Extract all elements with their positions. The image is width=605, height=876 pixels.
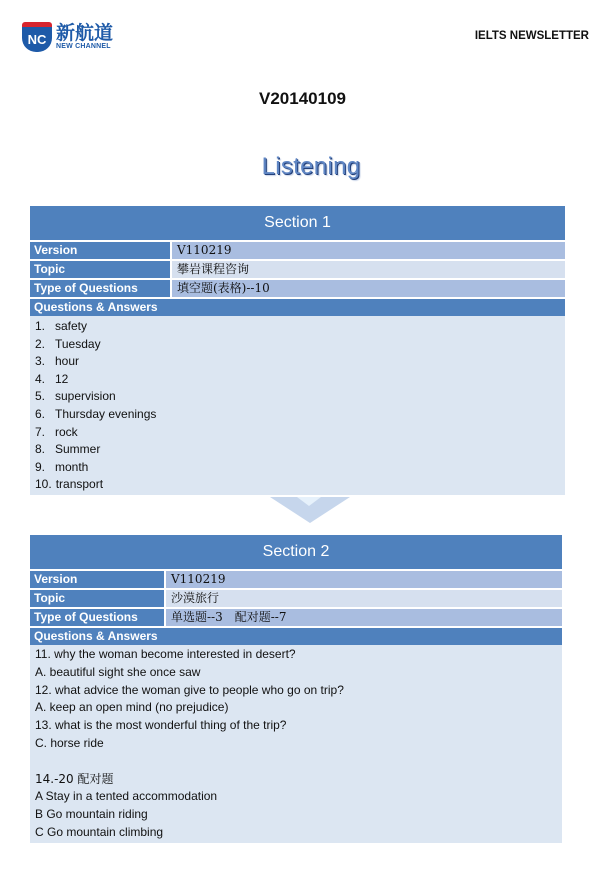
option-line: A Stay in a tented accommodation	[35, 789, 218, 804]
answers-list	[30, 316, 565, 495]
question-line: 13. what is the most wonderful thing of the trip?	[35, 718, 287, 733]
answer-line: A. keep an open mind (no prejudice)	[35, 700, 229, 715]
topic-label: Topic	[30, 261, 170, 278]
version-row	[30, 242, 565, 259]
version-value: V110219	[172, 242, 565, 259]
matching-heading: 14.-20 配对题	[35, 771, 114, 786]
answer-item: 1. safety	[35, 319, 88, 333]
answer-item: 9. month	[35, 459, 89, 474]
logo-text	[56, 24, 113, 50]
topic-row	[30, 590, 562, 607]
answer-line: A. beautiful sight she once saw	[35, 664, 201, 679]
section-1-panel	[30, 206, 565, 495]
questions-list	[30, 645, 562, 843]
topic-value: 攀岩课程咨询	[172, 261, 565, 278]
type-row	[30, 280, 565, 297]
answer-item: 5. supervision	[35, 389, 116, 404]
type-value: 单选题--3 配对题--7	[166, 609, 562, 626]
logo	[22, 22, 113, 52]
newsletter-label: IELTS NEWSLETTER	[474, 30, 589, 42]
answer-item: 6. Thursday evenings	[35, 406, 157, 421]
type-row	[30, 609, 562, 626]
version-label: Version	[30, 242, 170, 259]
answer-item: 4. 12	[35, 371, 69, 386]
answer-line: C. horse ride	[35, 735, 104, 750]
answer-item: 7. rock	[35, 424, 78, 439]
type-label: Type of Questions	[30, 280, 170, 297]
answer-item: 2. Tuesday	[35, 336, 101, 351]
version-row	[30, 571, 562, 588]
section-1-title: Section 1	[30, 206, 565, 240]
topic-value: 沙漠旅行	[166, 590, 562, 607]
qa-label: Questions & Answers	[30, 299, 565, 316]
answer-item: 3. hour	[35, 354, 80, 369]
logo-english-name: NEW CHANNEL	[56, 43, 111, 50]
type-label: Type of Questions	[30, 609, 164, 626]
logo-badge: NC	[22, 22, 52, 52]
blank-line	[35, 753, 557, 771]
option-line: B Go mountain riding	[35, 807, 148, 822]
listening-heading: Listening	[261, 153, 361, 180]
answer-item: 10. transport	[35, 477, 104, 492]
version-label: Version	[30, 571, 164, 588]
qa-label: Questions & Answers	[30, 628, 562, 645]
version-value: V110219	[166, 571, 562, 588]
section-2-panel	[30, 535, 562, 843]
down-arrow-highlight	[297, 497, 321, 506]
topic-label: Topic	[30, 590, 164, 607]
type-value: 填空题(表格)--10	[172, 280, 565, 297]
document-title: V20140109	[259, 89, 346, 108]
topic-row	[30, 261, 565, 278]
question-line: 11. why the woman become interested in desert?	[35, 647, 296, 661]
question-line: 12. what advice the woman give to people who go on trip?	[35, 682, 344, 697]
section-2-title: Section 2	[30, 535, 562, 569]
logo-chinese-name: 新航道	[56, 22, 114, 44]
option-line: C Go mountain climbing	[35, 824, 164, 839]
answer-item: 8. Summer	[35, 442, 101, 457]
